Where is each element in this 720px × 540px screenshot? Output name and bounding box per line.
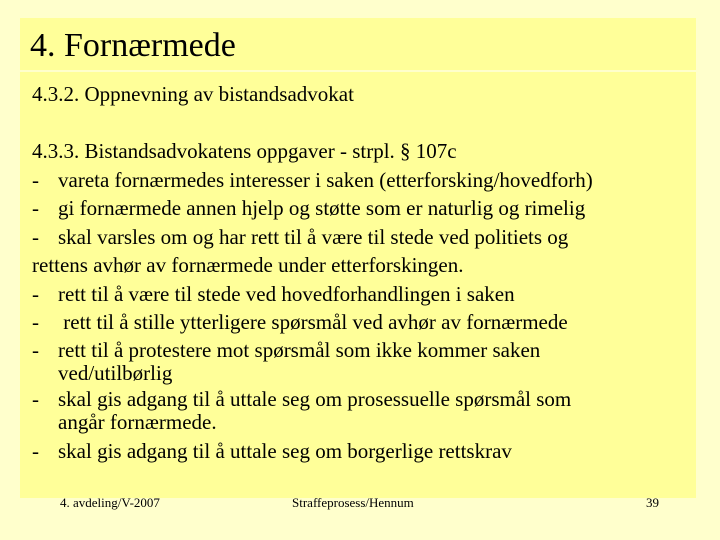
bullet-item — [32, 437, 692, 466]
bullet-dash: - — [32, 224, 39, 249]
bullet-dash: - — [32, 167, 39, 192]
section-heading-4-3-2: 4.3.2. Oppnevning av bistandsadvokat — [32, 82, 354, 106]
continuation-text: rettens avhør av fornærmede under etterforskingen. — [32, 253, 464, 277]
bullet-item — [32, 166, 692, 195]
bullet-text-line: rett til å protestere mot spørsmål som ikke kommer saken — [58, 338, 541, 362]
bullet-text-block — [58, 339, 692, 385]
bullet-dash: - — [32, 196, 39, 220]
bullet-text: skal varsles om og har rett til å være til stede ved politiets og — [58, 224, 569, 249]
footer-department: 4. avdeling/V-2007 — [60, 495, 160, 510]
bullet-text: skal gis adgang til å uttale seg om borgerlige rettskrav — [58, 439, 512, 463]
bullet-item — [32, 280, 692, 309]
bullet-dash: - — [32, 310, 39, 334]
content-box — [20, 72, 696, 498]
page-number: 39 — [646, 495, 659, 510]
bullet-item — [32, 223, 692, 252]
bullet-text: rett til å være til stede ved hovedforhandlingen i saken — [58, 281, 515, 306]
slide-title: 4. Fornærmede — [30, 27, 236, 64]
bullet-text-line: angår fornærmede. — [58, 410, 217, 434]
section-heading-4-3-3: 4.3.3. Bistandsadvokatens oppgaver - strpl. § 107c — [32, 139, 457, 163]
bullet-text-line: skal gis adgang til å uttale seg om prosessuelle spørsmål som — [58, 387, 572, 411]
bullet-dash: - — [32, 281, 39, 306]
bullet-dash: - — [32, 387, 39, 411]
bullet-dash: - — [32, 338, 39, 362]
footer-course: Straffeprosess/Hennum — [292, 495, 414, 510]
bullet-item — [32, 308, 692, 337]
bullet-item — [32, 194, 692, 223]
bullet-text: gi fornærmede annen hjelp og støtte som er naturlig og rimelig — [58, 196, 586, 220]
bullet-text: rett til å stille ytterligere spørsmål ved avhør av fornærmede — [58, 310, 568, 334]
bullet-item — [32, 339, 692, 385]
slide-body — [32, 80, 692, 466]
spacer — [32, 109, 692, 138]
title-box — [20, 18, 696, 70]
bullet-text-line: ved/utilbørlig — [58, 361, 173, 385]
bullet-dash: - — [32, 439, 39, 463]
bullet-text: vareta fornærmedes interesser i saken (etterforsking/hovedforh) — [58, 167, 593, 192]
bullet-text-block — [58, 388, 692, 434]
bullet-item — [32, 388, 692, 434]
